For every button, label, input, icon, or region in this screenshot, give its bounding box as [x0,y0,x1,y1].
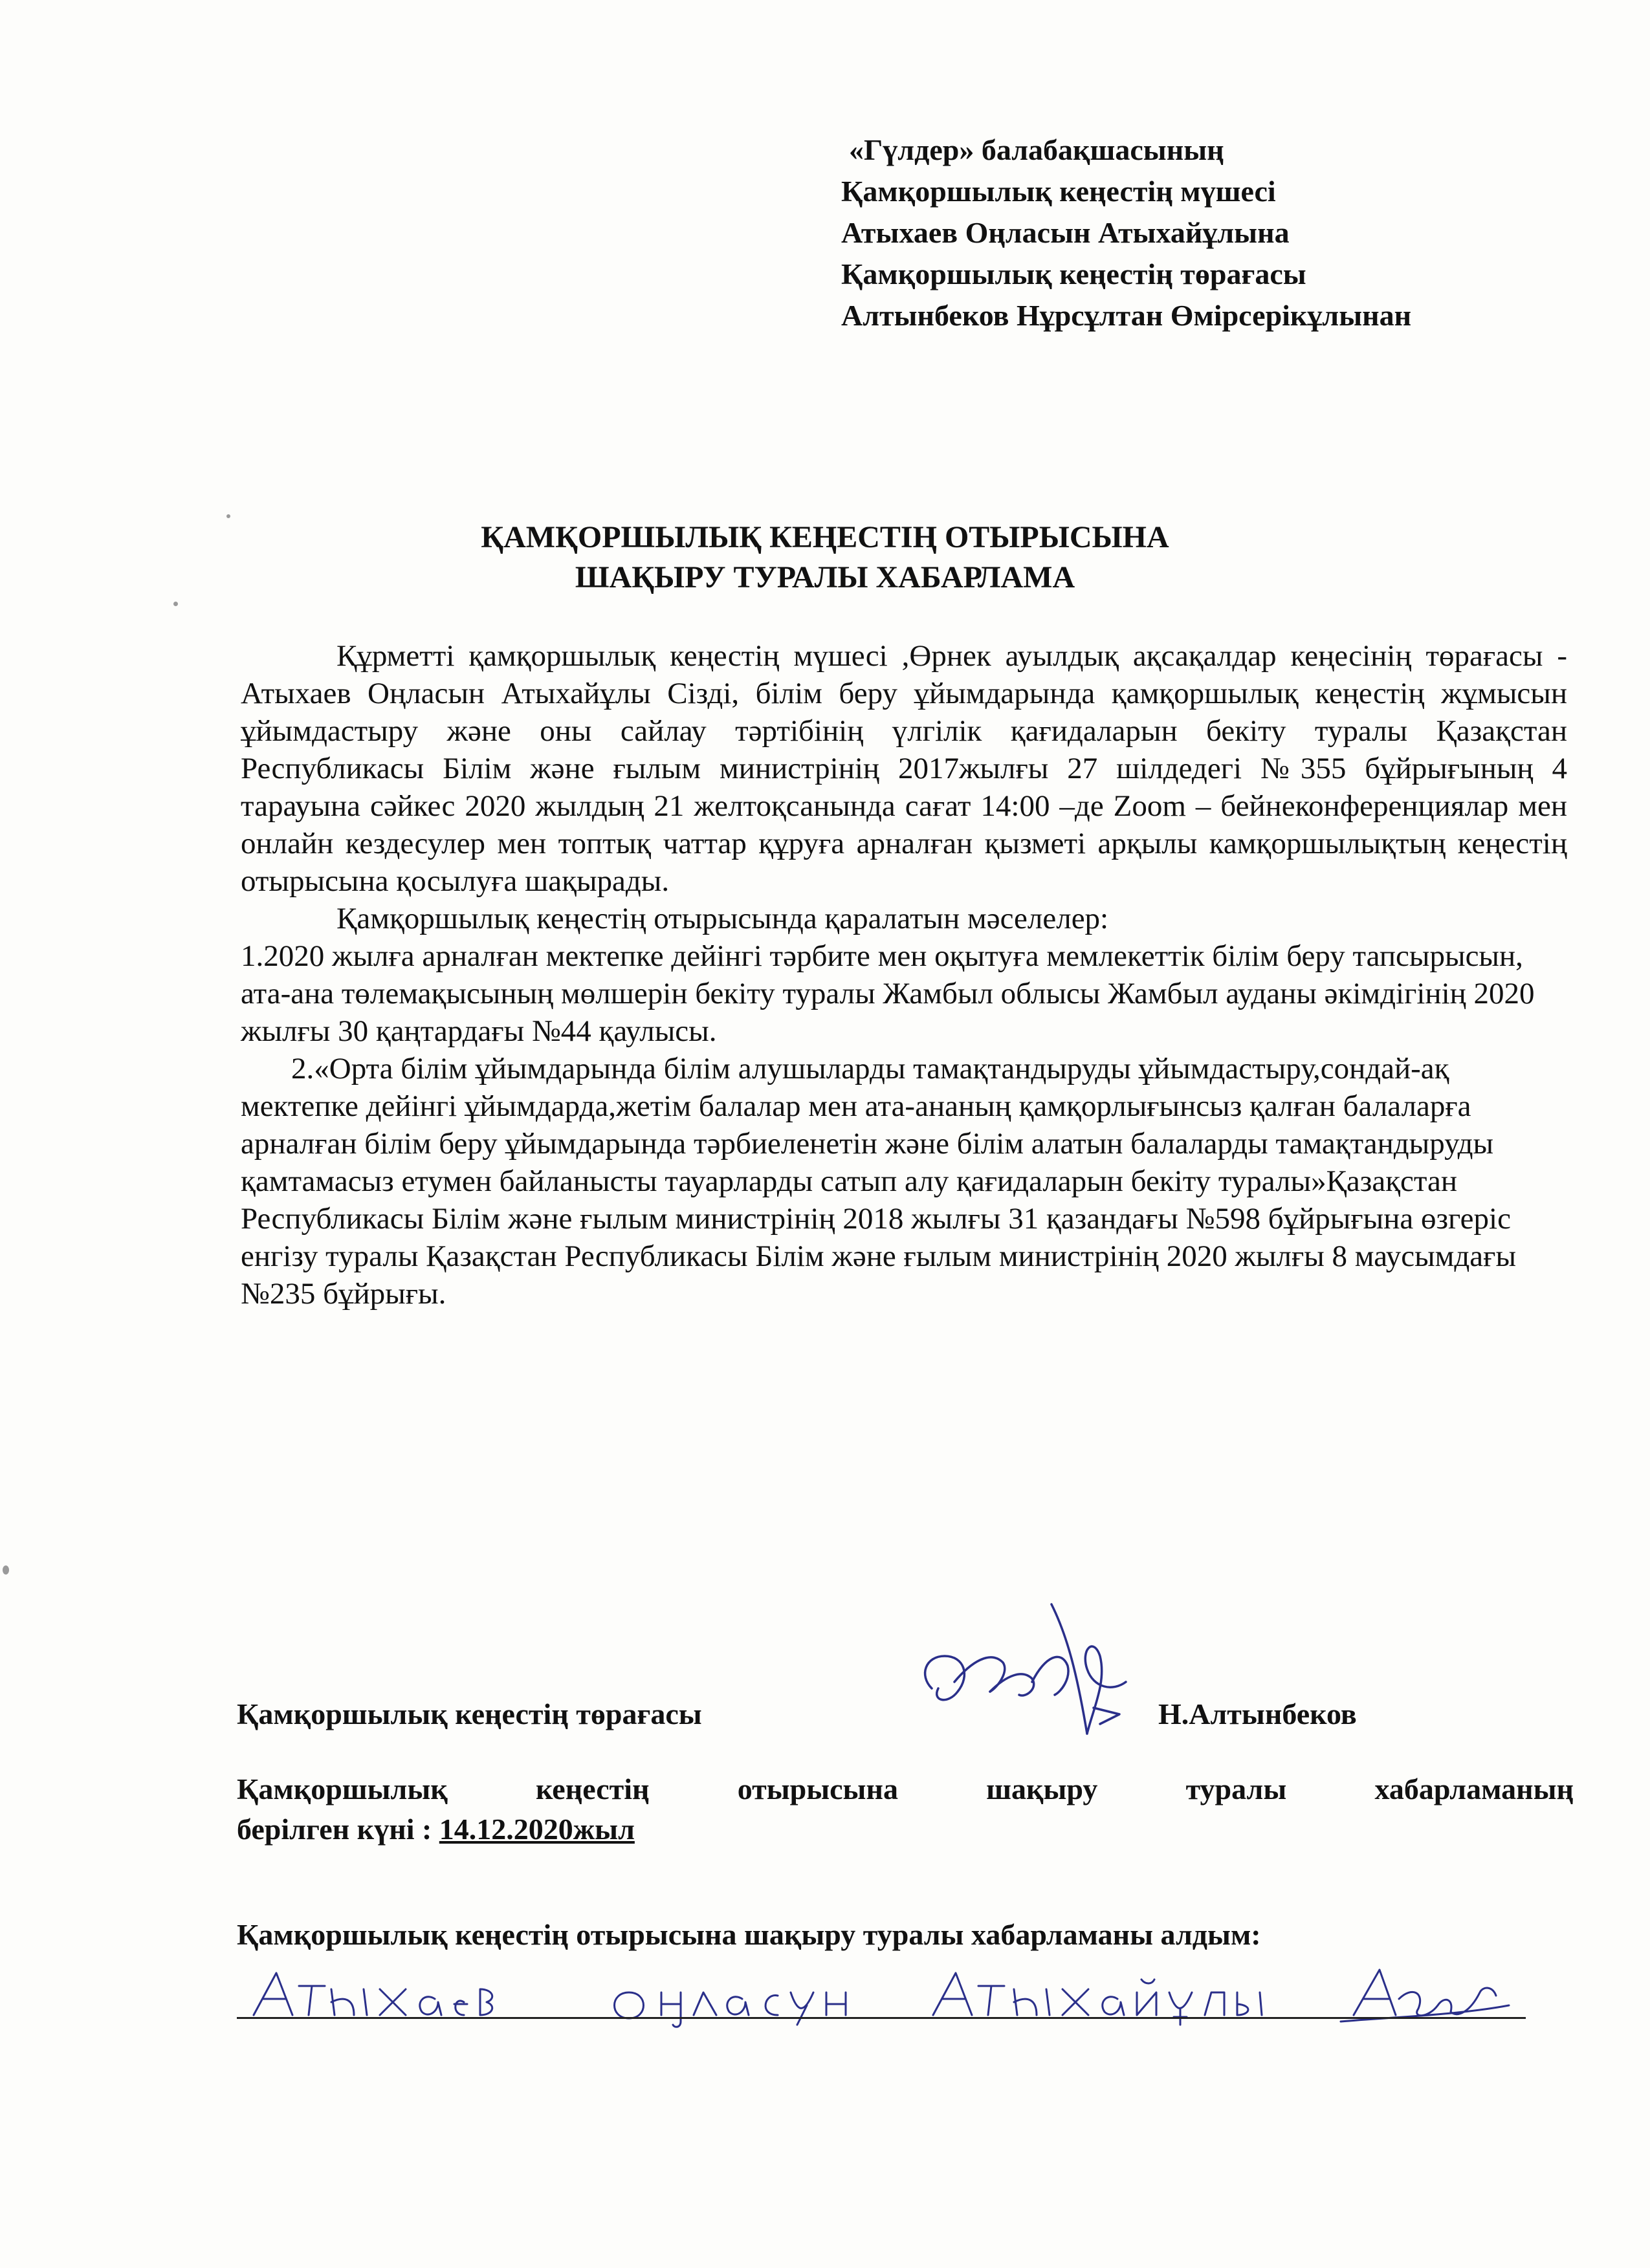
issue-date-label-line [237,1769,1574,1809]
addressee-line: Алтынбеков Нұрсұлтан Өмірсерікұлынан [841,299,1412,332]
body-paragraph-invitation: Құрметті қамқоршылық кеңестің мүшесі ,Өрнек ауылдық ақсақалдар кеңесінің төрағасы - Атыхаев Оңласын Атыхайұлы Сізді, білім беру ұйымдарында қамқоршылық кеңестің жұмысын ұйымдастыру және оны сайлау тәртібінің үлгілік қағидаларын бекіту туралы Қазақстан Республикасы Білім және ғылым министрінің 2017жылғы 27 шілдедегі №355 бұйрығының 4 тарауына сәйкес 2020 жылдың 21 желтоқсанында сағат 14:00 –де Zoom – бейнеконференциялар мен онлайн кездесулер мен топтық чаттар құруға арналған қызметі арқылы камқоршылықтың кеңестің отырысына қосылуға шақырады. [241,639,1567,898]
title-line-1: ҚАМҚОРШЫЛЫҚ КЕҢЕСТІҢ ОТЫРЫСЫНА [481,520,1169,554]
scan-speck [226,514,230,518]
receipt-signature-line [237,2017,1526,2019]
agenda-item-1: 1.2020 жылға арналған мектепке дейінгі тәрбите мен оқытуға мемлекеттік білім беру тапсырысын, ата-ана төлемақысының мөлшерін бекіту туралы Жамбыл облысы Жамбыл ауданы әкімдігінің 2020 жылғы 30 қаңтардағы №44 қаулысы. [241,939,1535,1048]
signatory-role: Қамқоршылық кеңестің төрағасы [237,1697,702,1730]
document-body [241,637,1567,1313]
title-line-2: ШАҚЫРУ ТУРАЛЫ ХАБАРЛАМА [575,560,1075,594]
scan-speck [173,602,178,606]
addressee-line: Қамқоршылық кеңестің төрағасы [841,257,1306,290]
date-label-word: Қамқоршылық [237,1772,448,1805]
signatory-name: Н.Алтынбеков [1158,1697,1357,1730]
date-label-word: хабарламаның [1374,1772,1574,1805]
issue-date-block [237,1769,1574,1849]
issue-date-value: 14.12.2020жыл [439,1813,635,1846]
addressee-line: «Гүлдер» балабақшасының [849,133,1224,166]
document-title [0,518,1650,598]
signature-row [237,1695,1570,1734]
date-label-word: шақыру [986,1772,1098,1805]
addressee-line: Қамқоршылық кеңестің мүшесі [841,175,1276,208]
recipient-handwritten-name [241,1960,1535,2031]
date-label-word: кеңестің [535,1772,650,1805]
addressee-line: Атыхаев Оңласын Атыхайұлына [841,216,1290,249]
agenda-item-2: 2.«Орта білім ұйымдарында білім алушыларды тамақтандыруды ұйымдастыру,сондай-ақ мектепке дейінгі ұйымдарда,жетім балалар мен ата-ананың қамқорлығынсыз қалған балаларға арналған білім беру ұйымдарында тәрбиеленетін және білім алатын балаларды тамақтандыруды қамтамасыз етумен байланысты тауарларды сатып алу қағидаларын бекіту туралы»Қазақстан Республикасы Білім және ғылым министрінің 2018 жылғы 31 қазандағы №598 бұйрығына өзгеріс енгізу туралы Қазақстан Республикасы Білім және ғылым министрінің 2020 жылғы 8 маусымдағы №235 бұйрығы. [241,1052,1517,1311]
receipt-label: Қамқоршылық кеңестің отырысына шақыру туралы хабарламаны алдым: [237,1918,1261,1951]
issue-date-line [237,1809,1574,1849]
addressee-block [841,129,1411,336]
scan-speck [3,1565,9,1575]
body-paragraph-agenda-intro: Қамқоршылық кеңестің отырысында қаралатын мәселелер: [336,902,1109,935]
date-label-word: отырысына [737,1772,898,1805]
issue-date-label: берілген күні : [237,1813,432,1846]
date-label-word: туралы [1185,1772,1287,1805]
